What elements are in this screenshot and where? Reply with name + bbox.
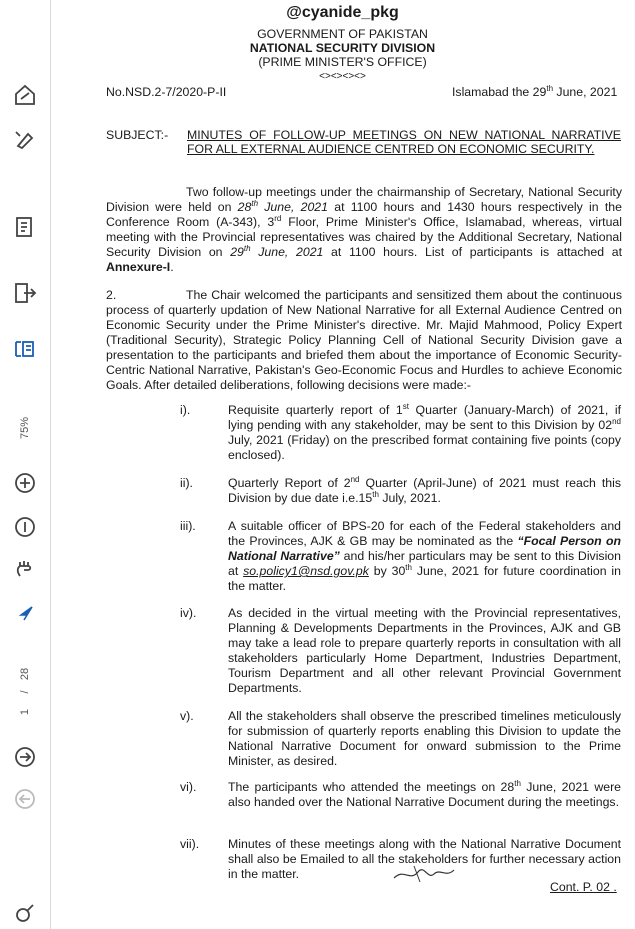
header-office: (PRIME MINISTER'S OFFICE) [258, 55, 427, 69]
subject-line-1: MINUTES OF FOLLOW-UP MEETINGS ON NEW NATIONAL NARRATIVE [187, 128, 621, 142]
item-number: i). [180, 403, 191, 417]
fit-page-icon[interactable] [12, 336, 38, 362]
viewer-toolbar [0, 0, 51, 929]
reference-number: No.NSD.2-7/2020-P-II [106, 85, 227, 99]
item-1: Requisite quarterly report of 1st Quarter (January-March) of 2021, if lying pending with any stakeholder, may be sent to this Division by 02nd July, 2021 (Friday) on the prescribed format containing five points (copy enclosed). [228, 401, 621, 462]
paragraph-2-number: 2. [106, 288, 117, 302]
item-number: iii). [180, 519, 196, 533]
paragraph-1: Two follow-up meetings under the chairmanship of Secretary, National Security Division were held on 28th June, 2021 at 1100 hours and 1430 hours respectively in the Conference Room (A-343), 3rd Floor, Prime Minister's Office, Islamabad, whereas, virtual meeting with the Provincial representatives was chaired by the Additional Secretary, National Security Division on 29th June, 2021 at 1100 hours. List of participants is attached at Annexure-I. [106, 185, 622, 274]
select-arrow-icon[interactable] [12, 600, 38, 626]
item-5: All the stakeholders shall observe the prescribed timelines meticulously for submission of quarterly reports enabling this Division to update the National Narrative Document for onward submission to the Prime Minister, as desired. [228, 709, 621, 768]
email-link[interactable]: so.policy1@nsd.gov.pk [243, 564, 369, 578]
page-total: 28 [19, 667, 31, 681]
zoom-level[interactable]: 75% [19, 416, 31, 440]
search-icon[interactable] [12, 900, 38, 926]
header-ornament: <><><><> [319, 71, 366, 82]
watermark-handle: @cyanide_pkg [286, 4, 399, 21]
item-number: vii). [180, 837, 200, 851]
subject-label: SUBJECT:- [106, 128, 169, 142]
next-page-icon[interactable] [12, 744, 38, 770]
paragraph-2: The Chair welcomed the participants and sensitized them about the continuous process of quarterly updation of New National Narrative for all External Audience Centred on Economic Security under the Prime Minister's directive. Mr. Majid Mahmood, Policy Expert (Traditional Security), Strategic Policy Planning Cell of National Security Division gave a presentation to the participants and briefed them about the importance of Economic Security-Centric National Narrative, Pakistan's Geo-Economic Focus and Hurdles to achieve Economic Goals. After detailed deliberations, following decisions were made:- [106, 288, 622, 392]
export-icon[interactable] [12, 280, 38, 306]
item-number: ii). [180, 476, 193, 490]
item-number: v). [180, 709, 194, 723]
item-3: A suitable officer of BPS-20 for each of the Federal stakeholders and the Provinces, AJK & GB may be nominated as the “Focal Person on National Narrative” and his/her particulars may be sent to this Division at so.policy1@nsd.gov.pk by 30th June, 2021 for future coordination in the matter. [228, 519, 621, 593]
item-7: Minutes of these meetings along with the National Narrative Document shall also be Emailed to all the stakeholders for further necessary action in the matter. [228, 837, 621, 881]
place-date: Islamabad the 29th June, 2021 [452, 83, 618, 99]
item-6: The participants who attended the meetings on 28th June, 2021 were also handed over the National Narrative Document during the meetings. [228, 778, 621, 809]
subject-line-2: FOR ALL EXTERNAL AUDIENCE CENTRED ON ECONOMIC SECURITY. [187, 142, 595, 156]
zoom-out-icon[interactable] [12, 514, 38, 540]
edit-document-icon[interactable] [12, 82, 38, 108]
page-current[interactable]: 1 [19, 708, 31, 716]
header-government: GOVERNMENT OF PAKISTAN [257, 27, 428, 41]
header-division: NATIONAL SECURITY DIVISION [249, 41, 436, 55]
hand-tool-icon[interactable] [12, 556, 38, 582]
item-2: Quarterly Report of 2nd Quarter (April-June) of 2021 must reach this Division by due date i.e.15th July, 2021. [228, 474, 621, 505]
zoom-in-icon[interactable] [12, 470, 38, 496]
document-page [50, 0, 635, 929]
continued-page-note: Cont. P. 02 . [550, 880, 617, 894]
item-number: iv). [180, 606, 197, 620]
previous-page-icon[interactable] [12, 786, 38, 812]
page-view-icon[interactable] [12, 214, 38, 240]
page-separator: / [19, 690, 31, 694]
handwritten-signature [390, 860, 460, 886]
item-number: vi). [180, 780, 197, 794]
item-4: As decided in the virtual meeting with the Provincial representatives, Planning & Developments Departments in the Provinces, AJK and GB may take a lead role to prepare quarterly reports in consultation with all stakeholders particularly Home Department, Industries Department, Tourism Department and all other relevant Provincial Government Departments. [228, 606, 621, 695]
pen-sign-icon[interactable] [12, 126, 38, 152]
